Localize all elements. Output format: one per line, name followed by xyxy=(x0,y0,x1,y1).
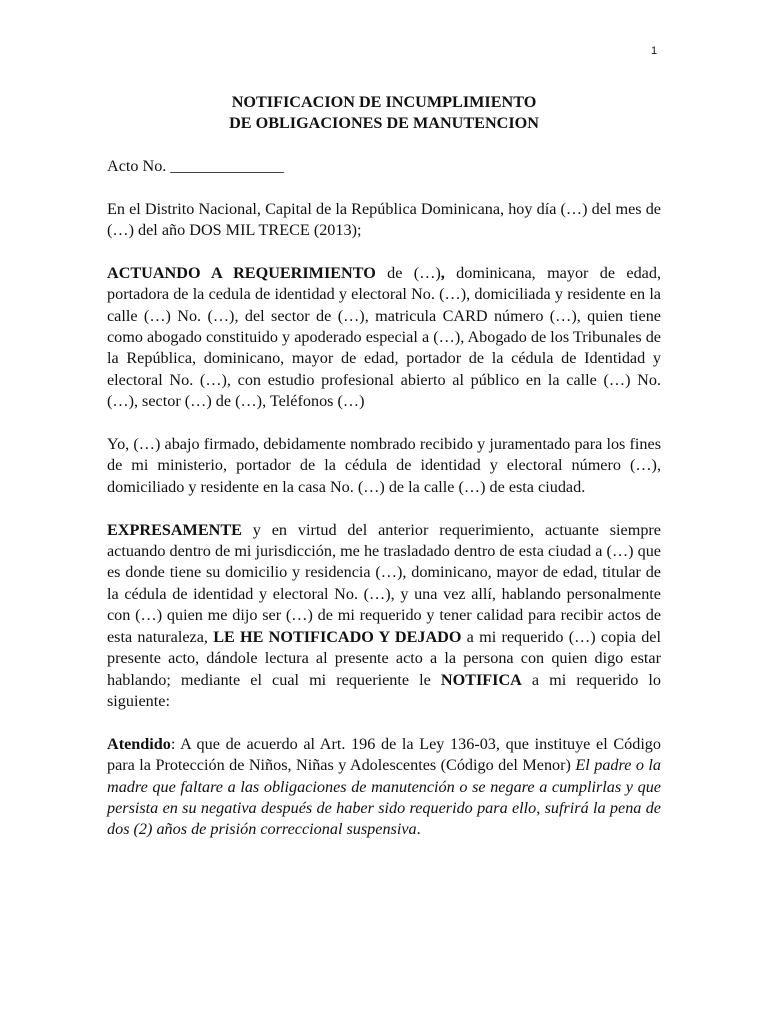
yo-paragraph: Yo, (…) abajo firmado, debidamente nombrado recibido y juramentado para los fines de mi ministerio, portador de la cédula de identidad y electoral número (…), domiciliado y residente en la casa No. (…) de la calle (…) de esta ciudad. xyxy=(107,435,661,496)
atendido-paragraph xyxy=(107,734,661,841)
actuando-heading: ACTUANDO A REQUERIMIENTO xyxy=(107,263,376,282)
atendido-quote: El padre o la madre que faltare a las obligaciones de manutención o se negare a cumplirlas y que persista en su negativa después de haber sido requerido para ello, sufrirá la pena de dos (2) años de prisión correccional suspensiva xyxy=(107,756,661,839)
expresamente-text-3: a mi requerido lo siguiente: xyxy=(107,670,661,710)
expresamente-text-2: a mi requerido (…) copia del presente acto, dándole lectura al presente acto a la persona con quien digo estar hablando; mediante el cual mi requeriente le xyxy=(107,627,661,689)
expresamente-paragraph xyxy=(107,520,661,713)
atendido-text-2: . xyxy=(416,820,421,839)
page-number: 1 xyxy=(651,45,658,57)
title-line-2: DE OBLIGACIONES DE MANUTENCION xyxy=(229,114,539,133)
document-title xyxy=(107,92,661,135)
intro-paragraph: En el Distrito Nacional, Capital de la República Dominicana, hoy día (…) del mes de (…) del año DOS MIL TRECE (2013); xyxy=(107,199,661,240)
atendido-text-1: : A que de acuerdo al Art. 196 de la Ley 136-03, que instituye el Código para la Protección de Niños, Niñas y Adolescentes (Código del Menor) xyxy=(107,734,661,775)
actuando-comma: , xyxy=(440,263,445,282)
expresamente-heading: EXPRESAMENTE xyxy=(107,520,242,539)
notificado-dejado-bold: LE HE NOTIFICADO Y DEJADO xyxy=(213,627,462,646)
actuando-text-1: de (…) xyxy=(375,263,441,282)
document-body xyxy=(107,92,661,862)
actuando-paragraph xyxy=(107,263,661,413)
notifica-bold: NOTIFICA xyxy=(440,670,522,689)
expresamente-text-1: y en virtud del anterior requerimiento, actuante siempre actuando dentro de mi jurisdicción, me he trasladado dentro de esta ciudad a (…) que es donde tiene su domicilio y residencia (…), dominicano, mayor de edad, titular de la cédula de identidad y electoral No. (…), y una vez allí, hablando personalmente con (…) quien me dijo ser (…) de mi requerido y tener calidad para recibir actos de esta naturaleza, xyxy=(107,520,661,646)
actuando-text-2: dominicana, mayor de edad, portadora de la cedula de identidad y electoral No. (…), domiciliada y residente en la calle (…) No. (…), del sector de (…), matricula CARD número (…), quien tiene como abogado constituido y apoderado especial a (…), Abogado de los Tribunales de la República, dominicano, mayor de edad, portador de la cédula de Identidad y electoral No. (…), con estudio profesional abierto al público en la calle (…) No. (…), sector (…) de (…), Teléfonos (…) xyxy=(107,263,661,411)
atendido-heading: Atendido xyxy=(107,734,171,753)
acto-number-line: Acto No. ______________ xyxy=(107,156,284,175)
title-line-1: NOTIFICACION DE INCUMPLIMIENTO xyxy=(231,93,537,111)
